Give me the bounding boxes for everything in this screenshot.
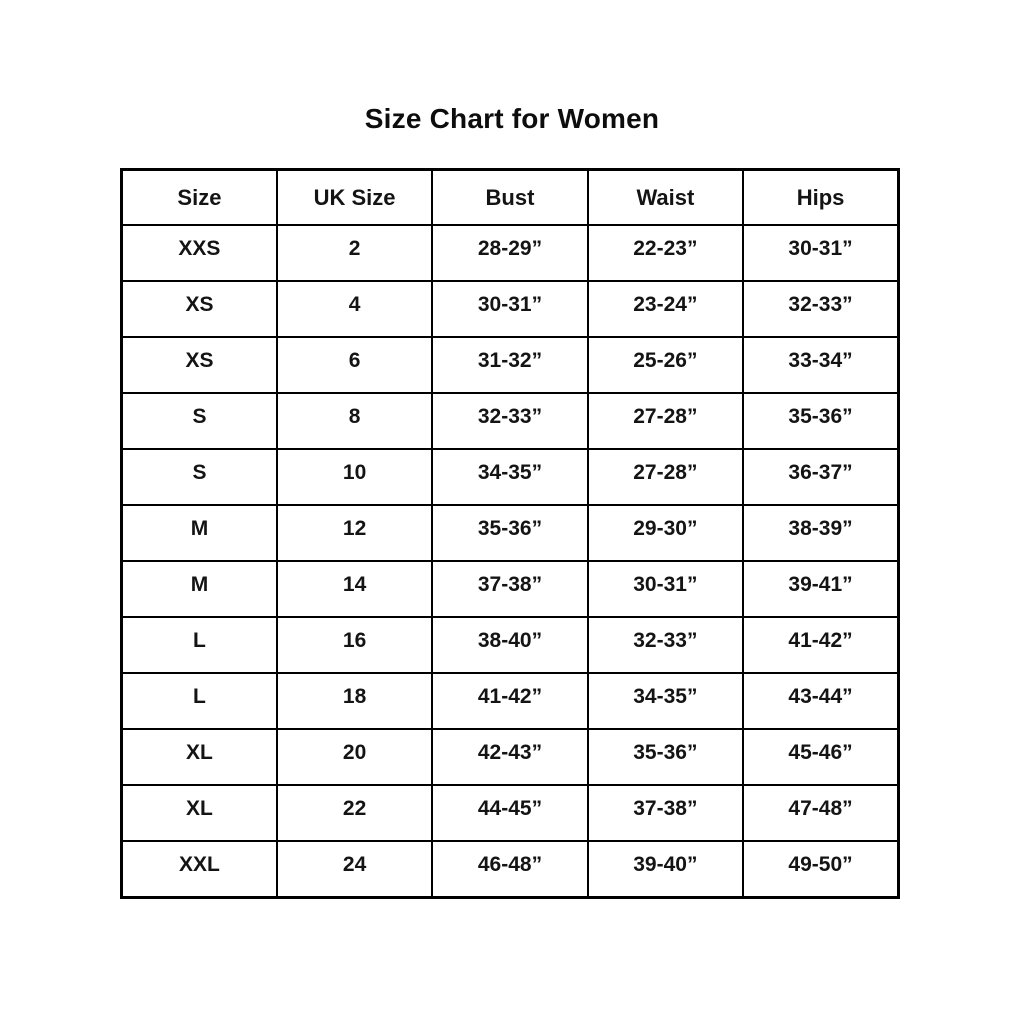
table-cell: 2 — [277, 225, 432, 281]
table-cell: XS — [122, 281, 277, 337]
header-cell: UK Size — [277, 170, 432, 226]
table-cell: 47-48” — [743, 785, 898, 841]
table-row — [122, 841, 899, 898]
table-row — [122, 785, 899, 841]
table-cell: 16 — [277, 617, 432, 673]
table-cell: 33-34” — [743, 337, 898, 393]
table-cell: 35-36” — [588, 729, 743, 785]
size-chart-table — [120, 168, 900, 899]
table-cell: M — [122, 561, 277, 617]
table-cell: 25-26” — [588, 337, 743, 393]
table-cell: 39-40” — [588, 841, 743, 898]
table-header — [122, 170, 899, 226]
table-cell: 37-38” — [432, 561, 587, 617]
table-row — [122, 225, 899, 281]
table-cell: 41-42” — [743, 617, 898, 673]
table-cell: 32-33” — [743, 281, 898, 337]
table-row — [122, 337, 899, 393]
table-cell: 46-48” — [432, 841, 587, 898]
table-cell: 28-29” — [432, 225, 587, 281]
table-cell: 36-37” — [743, 449, 898, 505]
table-cell: 45-46” — [743, 729, 898, 785]
table-body — [122, 225, 899, 898]
table-cell: 38-40” — [432, 617, 587, 673]
table-cell: 22-23” — [588, 225, 743, 281]
table-cell: 27-28” — [588, 449, 743, 505]
table-cell: L — [122, 673, 277, 729]
table-cell: 6 — [277, 337, 432, 393]
table-cell: 34-35” — [432, 449, 587, 505]
table-cell: 35-36” — [743, 393, 898, 449]
table-cell: 41-42” — [432, 673, 587, 729]
table-row — [122, 617, 899, 673]
table-cell: 39-41” — [743, 561, 898, 617]
header-cell: Waist — [588, 170, 743, 226]
table-row — [122, 561, 899, 617]
table-row — [122, 729, 899, 785]
table-cell: 38-39” — [743, 505, 898, 561]
table-row — [122, 449, 899, 505]
table-cell: 35-36” — [432, 505, 587, 561]
table-cell: 34-35” — [588, 673, 743, 729]
table-cell: 27-28” — [588, 393, 743, 449]
table-cell: S — [122, 449, 277, 505]
table-cell: 32-33” — [432, 393, 587, 449]
page-title: Size Chart for Women — [364, 103, 660, 134]
table-cell: XXS — [122, 225, 277, 281]
header-cell: Bust — [432, 170, 587, 226]
table-cell: XS — [122, 337, 277, 393]
table-row — [122, 393, 899, 449]
table-cell: 8 — [277, 393, 432, 449]
header-cell: Size — [122, 170, 277, 226]
table-cell: 42-43” — [432, 729, 587, 785]
table-cell: 24 — [277, 841, 432, 898]
table-cell: 43-44” — [743, 673, 898, 729]
table-cell: 49-50” — [743, 841, 898, 898]
table-row — [122, 505, 899, 561]
table-cell: XL — [122, 785, 277, 841]
table-cell: 44-45” — [432, 785, 587, 841]
table-cell: XXL — [122, 841, 277, 898]
table-cell: S — [122, 393, 277, 449]
table-cell: 30-31” — [743, 225, 898, 281]
table-cell: 12 — [277, 505, 432, 561]
table-row — [122, 673, 899, 729]
header-row — [122, 170, 899, 226]
table-cell: L — [122, 617, 277, 673]
table-cell: 22 — [277, 785, 432, 841]
table-cell: 31-32” — [432, 337, 587, 393]
table-cell: 32-33” — [588, 617, 743, 673]
table-cell: 10 — [277, 449, 432, 505]
table-cell: 4 — [277, 281, 432, 337]
table-cell: 20 — [277, 729, 432, 785]
table-cell: M — [122, 505, 277, 561]
table-cell: 29-30” — [588, 505, 743, 561]
table-cell: XL — [122, 729, 277, 785]
table-cell: 23-24” — [588, 281, 743, 337]
table-cell: 18 — [277, 673, 432, 729]
table-cell: 30-31” — [588, 561, 743, 617]
table-cell: 37-38” — [588, 785, 743, 841]
header-cell: Hips — [743, 170, 898, 226]
table-cell: 14 — [277, 561, 432, 617]
table-cell: 30-31” — [432, 281, 587, 337]
table-row — [122, 281, 899, 337]
